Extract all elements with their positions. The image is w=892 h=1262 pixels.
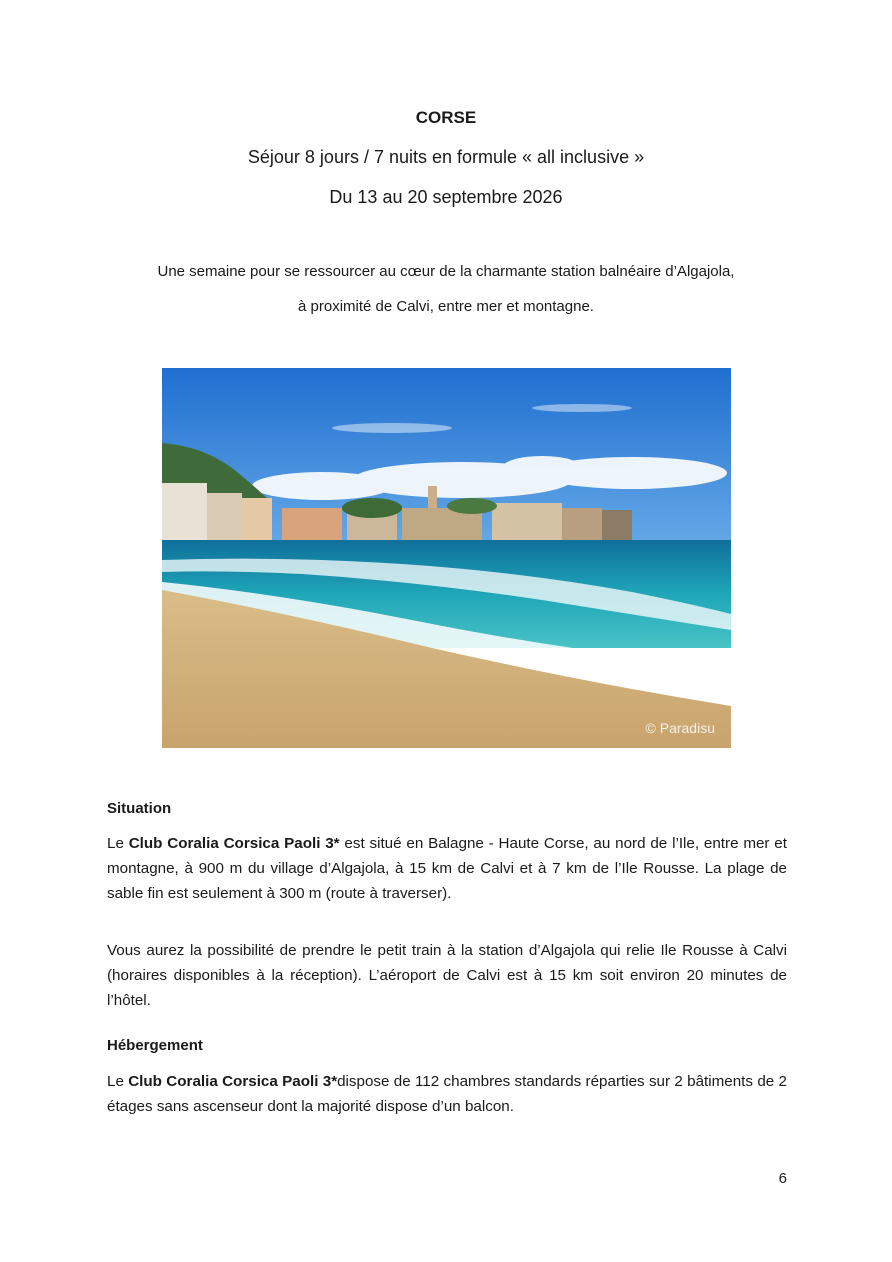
- page-subtitle: Séjour 8 jours / 7 nuits en formule « all inclusive »: [247, 147, 645, 167]
- intro-line-1: Une semaine pour se ressourcer au cœur de la charmante station balnéaire d’Algajola,: [157, 263, 735, 280]
- situation-paragraph-2: Vous aurez la possibilité de prendre le petit train à la station d’Algajola qui relie Ile Rousse à Calvi (horaires disponibles à la réception). L’aéroport de Calvi est à 15 km soit environ 20 minutes de l’hôtel.: [107, 942, 787, 1009]
- algajola-beach-photo: [162, 368, 731, 748]
- trip-dates: Du 13 au 20 septembre 2026: [329, 187, 563, 207]
- hotel-name: Club Coralia Corsica Paoli 3*: [128, 1073, 338, 1090]
- page-title: CORSE: [415, 108, 477, 127]
- section-heading-situation: Situation: [107, 800, 172, 817]
- photo-watermark: © Paradisu: [645, 720, 715, 736]
- hotel-name: Club Coralia Corsica Paoli 3*: [128, 835, 340, 852]
- intro-line-2: à proximité de Calvi, entre mer et montagne.: [298, 298, 594, 315]
- page-number: 6: [778, 1170, 787, 1187]
- situation-paragraph-1: Le Club Coralia Corsica Paoli 3* est situé en Balagne - Haute Corse, au nord de l’Ile, entre mer et montagne, à 900 m du village d’Algajola, à 15 km de Calvi et à 7 km de l’Ile Rousse. La plage de sable fin est seulement à 300 m (route à traverser).: [107, 835, 787, 902]
- hebergement-paragraph: Le Club Coralia Corsica Paoli 3*dispose de 112 chambres standards réparties sur 2 bâtiments de 2 étages sans ascenseur dont la majorité dispose d’un balcon.: [107, 1073, 787, 1115]
- beach-illustration: [162, 368, 731, 748]
- section-heading-hebergement: Hébergement: [107, 1037, 203, 1054]
